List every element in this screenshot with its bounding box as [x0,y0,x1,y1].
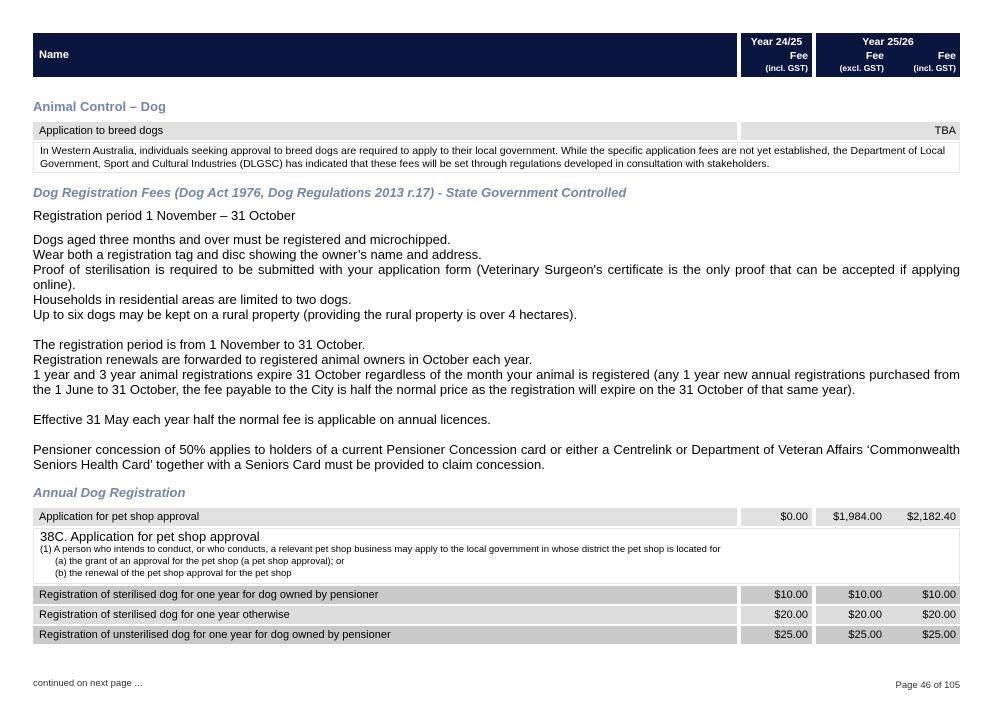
row-fee-year1: $20.00 [741,606,812,624]
row-name: Application to breed dogs [33,122,737,140]
table-header [33,33,960,77]
header-year1-label: Year 24/25 [750,36,803,48]
registration-period: Registration period 1 November – 31 October [33,208,296,223]
row-fee-year2-excl: $20.00 [816,606,886,624]
row-fee-year2-excl: $25.00 [816,626,886,644]
row-fee-year1: $25.00 [741,626,812,644]
section-title-animal-control: Animal Control – Dog [33,99,166,114]
pet-shop-note [33,528,960,584]
note-title: 38C. Application for pet shop approval [40,529,260,544]
header-year1-fee: Fee [789,50,808,62]
info-line: Up to six dogs may be kept on a rural property (providing the rural property is over 4 hectares). [33,307,578,322]
note-line: (b) the renewal of the pet shop approval for the pet shop [55,567,292,579]
note-line: (1) A person who intends to conduct, or who conducts, a relevant pet shop business may apply to the local government in whose district the pet shop is located for [40,543,721,555]
header-year2-incl-gst: (incl. GST) [913,63,956,73]
info-line: Registration renewals are forwarded to registered animal owners in October each year. [33,352,533,367]
row-fee-year1: $0.00 [741,508,812,526]
info-line: Pensioner concession of 50% applies to holders of a current Pensioner Concession card or either a Centrelink or Department of Veteran Affairs ‘Commonwealth Seniors Health Card’ together with a Seniors Card must be provided to claim concession. [33,442,960,472]
header-year2-fee-incl: Fee [937,50,956,62]
row-name: Application for pet shop approval [33,508,737,526]
header-year2 [816,33,960,77]
info-line: 1 year and 3 year animal registrations expire 31 October regardless of the month your animal is registered (any 1 year new annual registrations purchased from the 1 June to 31 October, the fee payable to the City is half the normal price as the registration will expire on the 31 October of that same year). [33,367,960,397]
header-year2-label: Year 25/26 [862,36,914,48]
row-fee-year2-incl: $25.00 [886,626,960,644]
table-row [33,626,960,644]
header-year2-excl-gst: (excl. GST) [839,63,884,73]
row-value: TBA [741,122,960,140]
section-title-annual-dog-registration: Annual Dog Registration [33,485,186,500]
header-year2-fee-excl: Fee [865,50,884,62]
row-name: Registration of sterilised dog for one year otherwise [33,606,737,624]
info-line: Effective 31 May each year half the normal fee is applicable on annual licences. [33,412,491,427]
row-fee-year2-incl: $2,182.40 [886,508,960,526]
info-line: Wear both a registration tag and disc showing the owner’s name and address. [33,247,482,262]
table-row [33,122,960,140]
info-line: Proof of sterilisation is required to be submitted with your application form (Veterinary Surgeon's certificate is the only proof that can be accepted if applying online). [33,262,960,292]
row-fee-year2-excl: $1,984.00 [816,508,886,526]
fee-schedule-page [33,33,960,646]
info-line: Dogs aged three months and over must be registered and microchipped. [33,232,451,247]
table-row [33,606,960,624]
table-row [33,508,960,526]
table-row [33,586,960,604]
header-year1 [741,33,812,77]
row-fee-year2-incl: $10.00 [886,586,960,604]
page-number: Page 46 of 105 [895,680,960,691]
row-fee-year1: $10.00 [741,586,812,604]
row-name: Registration of sterilised dog for one year for dog owned by pensioner [33,586,737,604]
section-title-dog-registration-fees: Dog Registration Fees (Dog Act 1976, Dog Regulations 2013 r.17) - State Government Controlled [33,185,627,200]
row-fee-year2-incl: $20.00 [886,606,960,624]
registration-info [33,208,960,472]
header-name: Name [33,33,737,77]
continued-note: continued on next page ... [33,678,143,689]
row-name: Registration of unsterilised dog for one year for dog owned by pensioner [33,626,737,644]
header-year1-gst: (incl. GST) [765,63,808,73]
info-line: Households in residential areas are limited to two dogs. [33,292,352,307]
row-description: In Western Australia, individuals seeking approval to breed dogs are required to apply to their local government. While the specific application fees are not yet established, the Department of Local Government, Sport and Cultural Industries (DLGSC) has indicated that these fees will be set through regulations developed in consultation with stakeholders. [33,142,960,173]
row-fee-year2-excl: $10.00 [816,586,886,604]
note-line: (a) the grant of an approval for the pet shop (a pet shop approval); or [55,555,345,567]
info-line: The registration period is from 1 November to 31 October. [33,337,366,352]
